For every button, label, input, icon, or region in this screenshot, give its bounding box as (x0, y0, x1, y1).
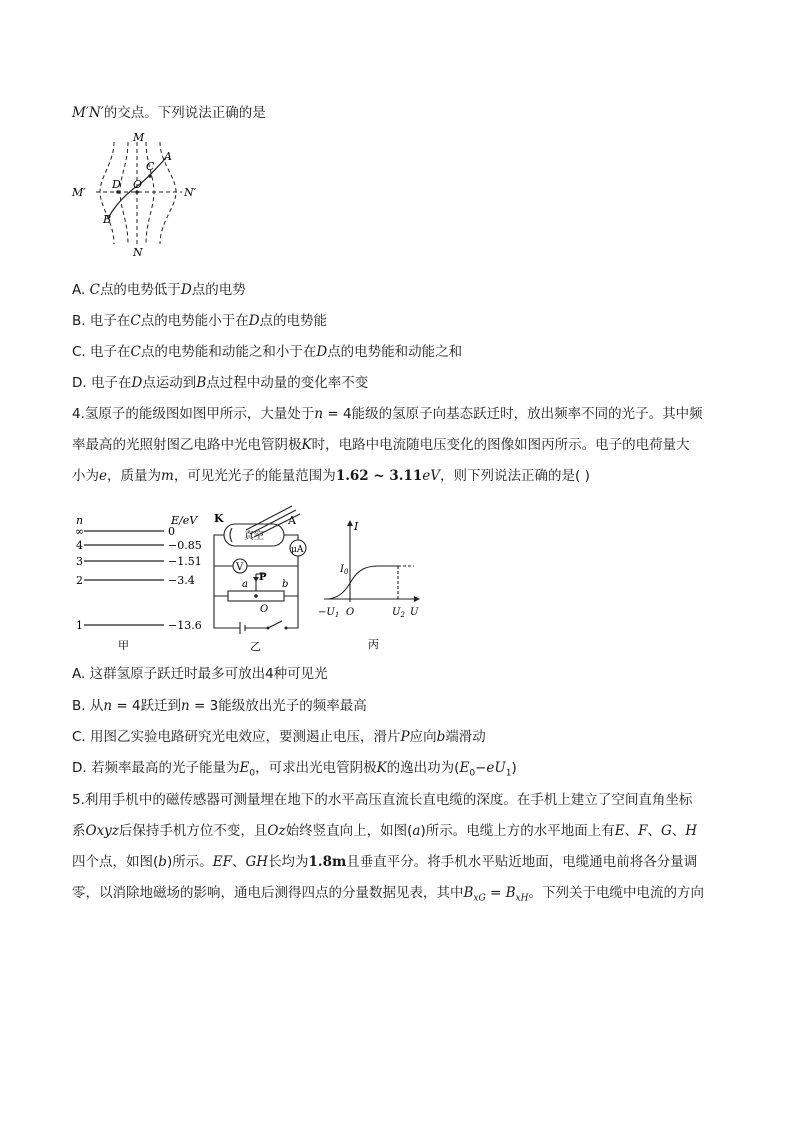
opt-var: B (196, 375, 207, 391)
figure-caption-yi: 乙 (250, 640, 261, 652)
opt-var: b (436, 729, 446, 745)
label-i0: $I_0$ (340, 564, 349, 576)
opt-text: A. 这群氢原子跃迁时最多可放出4种可见光 (72, 666, 328, 682)
iu-curve (328, 566, 398, 599)
point-c (148, 174, 152, 178)
stem-text: 时，电路中电流随电压变化的图像如图丙所示。电子的电荷量大 (311, 437, 690, 453)
label-b: B (103, 213, 112, 226)
switch (268, 621, 282, 628)
label-k: K (214, 512, 224, 525)
label-o: O (260, 604, 269, 615)
opt-var: E (239, 760, 250, 776)
q4-stem-line-2 (72, 436, 690, 454)
q3-stem-var: M′N′ (72, 105, 104, 121)
stem-var: K (301, 437, 312, 453)
opt-text: ，可求出光电管阴极 (255, 760, 377, 776)
opt-var: n (103, 698, 113, 714)
stem-text: 4.氢原子的能级图如图甲所示，大量处于 (72, 406, 315, 422)
stem-text: 5.利用手机中的磁传感器可测量埋在地下的水平高压直流长直电缆的深度。在手机上建立了空间直角坐标 (72, 792, 693, 808)
opt-prefix: B. 从 (72, 698, 104, 714)
stem-var: e (99, 468, 107, 484)
q3-field-figure (70, 132, 210, 262)
figure-caption-bing: 丙 (368, 638, 379, 651)
stem-number: 1.62 ~ 3.11 (335, 468, 423, 484)
q4-stem-line-3 (72, 467, 590, 485)
label-minus-u1: $-U_1$ (318, 607, 340, 619)
opt-text: 端滑动 (445, 729, 486, 745)
stem-number: 1.8m (308, 854, 347, 870)
q4-stem-line-1 (72, 405, 703, 423)
level-n: 2 (76, 574, 83, 587)
stem-text: 、 (231, 854, 246, 870)
stem-var: Oz (267, 823, 286, 839)
level-e: −0.85 (168, 539, 202, 552)
stem-var: B (463, 885, 474, 901)
label-np: N′ (184, 186, 197, 199)
stem-text: 系 (72, 823, 86, 839)
opt-prefix: B. 电子在 (72, 313, 131, 329)
opt-var: C (130, 313, 141, 329)
q5-stem-line-2 (72, 822, 697, 840)
q3-option-b (72, 312, 327, 330)
stem-var: E (614, 823, 625, 839)
stem-text: 。下列关于电缆中电流的方向 (528, 885, 704, 901)
stem-text: ，可见光光子的能量范围为 (173, 468, 336, 484)
field-line-left-inner (120, 142, 128, 244)
opt-var: C (89, 282, 100, 298)
label-vacuum: 真空 (244, 531, 264, 542)
q3-option-d (72, 374, 368, 392)
stem-text: 零，以消除地磁场的影响，通电后测得四点的分量数据见表，其中 (72, 885, 464, 901)
stem-text: 、 (624, 823, 639, 839)
stem-text: = (485, 885, 506, 901)
opt-text: − (475, 760, 487, 776)
opt-prefix: D. 电子在 (72, 375, 132, 391)
label-a-end: a (242, 579, 248, 590)
opt-var: D (248, 313, 260, 329)
opt-prefix: C. 用图乙实验电路研究光电效应，要测遏止电压，滑片 (72, 729, 401, 745)
stem-var: a (412, 823, 421, 839)
opt-text: 点的电势能 (259, 313, 328, 329)
level-e: −13.6 (168, 619, 202, 632)
opt-text: 点的电势能和动能之和小于在 (140, 344, 317, 360)
n-axis-label: n (76, 514, 84, 527)
stem-var: GH (245, 854, 269, 870)
opt-var: D (316, 344, 328, 360)
q4-option-c (72, 728, 486, 746)
opt-text: = 3能级放出光子的频率最高 (189, 698, 367, 714)
field-line-right-inner (146, 142, 154, 244)
e-axis-label: E/eV (171, 514, 198, 527)
q4-option-d (72, 759, 517, 783)
q3-option-c (72, 343, 462, 361)
label-n: N (133, 246, 143, 259)
opt-text: 应向 (409, 729, 437, 745)
q3-stem-text: 的交点。下列说法正确的是 (103, 105, 266, 121)
label-u2: $U_2$ (392, 607, 405, 619)
opt-sub: 0 (469, 768, 476, 779)
level-n: 4 (76, 539, 83, 552)
cathode (230, 528, 232, 542)
opt-text: ) (511, 760, 517, 776)
level-e: 0 (168, 525, 175, 538)
opt-var: K (376, 760, 387, 776)
label-microamp: μA (291, 545, 304, 555)
stem-var: G (660, 823, 672, 839)
q4-figure-iu-curve (318, 516, 422, 652)
stem-var: Oxyz (85, 823, 119, 839)
q4-figure-energy-levels (72, 506, 212, 652)
opt-prefix: D. 若频率最高的光子能量为 (72, 760, 240, 776)
stem-text: )所示。电缆上方的水平地面上有 (420, 823, 615, 839)
opt-text: 点的电势 (191, 282, 246, 298)
opt-text: 点的电势能小于在 (140, 313, 249, 329)
stem-text: 且垂直平分。将手机水平贴近地面，电缆通电前将各分量调 (346, 854, 698, 870)
stem-text: 长均为 (268, 854, 309, 870)
opt-var: D (131, 375, 143, 391)
field-line-left-outer (100, 142, 114, 244)
opt-prefix: A. (72, 282, 90, 298)
figure-caption-jia: 甲 (118, 639, 129, 652)
q3-stem (72, 104, 266, 122)
q5-stem-line-1 (72, 791, 692, 809)
opt-text: 点运动到 (142, 375, 197, 391)
q4-figure-circuit (206, 500, 316, 652)
opt-prefix: C. 电子在 (72, 344, 131, 360)
opt-text: 点的电势能和动能之和 (327, 344, 463, 360)
opt-var: eU (486, 760, 506, 776)
opt-var: D (180, 282, 192, 298)
label-o: O (346, 607, 355, 618)
level-n: 3 (76, 555, 83, 568)
label-o: O (133, 178, 143, 191)
label-v: V (236, 562, 244, 573)
stem-text: = 4能级的氢原子向基态跃迁时，放出频率不同的光子。其中频 (323, 406, 703, 422)
stem-text: 小为 (72, 468, 99, 484)
opt-var: n (181, 698, 190, 714)
stem-text: 、 (647, 823, 661, 839)
stem-text: 、 (671, 823, 686, 839)
stem-var: n (314, 406, 324, 422)
label-b-end: b (282, 579, 289, 590)
stem-text: 四个点，如图( (72, 854, 159, 870)
opt-text: = 4跃迁到 (112, 698, 182, 714)
label-d: D (112, 178, 121, 191)
stem-text: ，则下列说法正确的是( ) (440, 468, 590, 484)
stem-text: )所示。 (166, 854, 213, 870)
opt-text: 的逸出功为( (386, 760, 460, 776)
q3-option-a (72, 281, 246, 299)
opt-text: 点的电势低于 (99, 282, 181, 298)
label-c: C (146, 160, 155, 173)
stem-text: 率最高的光照射图乙电路中光电管阴极 (72, 437, 302, 453)
level-e: −3.4 (168, 574, 195, 587)
label-p: P (259, 572, 267, 583)
level-n: 1 (76, 619, 83, 632)
q5-stem-line-4 (72, 884, 704, 908)
label-a: A (164, 150, 172, 163)
opt-sub: 1 (505, 768, 512, 779)
stem-text: 后保持手机方位不变，且 (118, 823, 268, 839)
light-ray (246, 506, 292, 530)
stem-var: EF (212, 854, 232, 870)
stem-var: F (638, 823, 648, 839)
stem-sub: xH (515, 893, 529, 904)
stem-unit: eV (422, 468, 441, 484)
opt-var: C (130, 344, 141, 360)
opt-var: E (459, 760, 470, 776)
stem-var: b (158, 854, 167, 870)
opt-sub: 0 (249, 768, 256, 779)
q4-option-b (72, 697, 367, 715)
label-mp: M′ (72, 186, 86, 199)
stem-text: 始终竖直向上，如图( (285, 823, 413, 839)
stem-var: m (161, 468, 174, 484)
level-n: ∞ (75, 525, 85, 538)
opt-var: P (400, 729, 410, 745)
label-i: I (354, 520, 359, 533)
q5-stem-line-3 (72, 853, 697, 871)
stem-var: B (505, 885, 516, 901)
stem-var: H (685, 823, 698, 839)
stem-text: ，质量为 (107, 468, 161, 484)
label-u: U (410, 607, 419, 618)
label-a: A (288, 514, 296, 527)
q4-option-a (72, 665, 328, 683)
label-m: M (133, 132, 145, 144)
level-e: −1.51 (168, 555, 202, 568)
opt-text: 点过程中动量的变化率不变 (206, 375, 369, 391)
stem-sub: xG (473, 893, 486, 904)
